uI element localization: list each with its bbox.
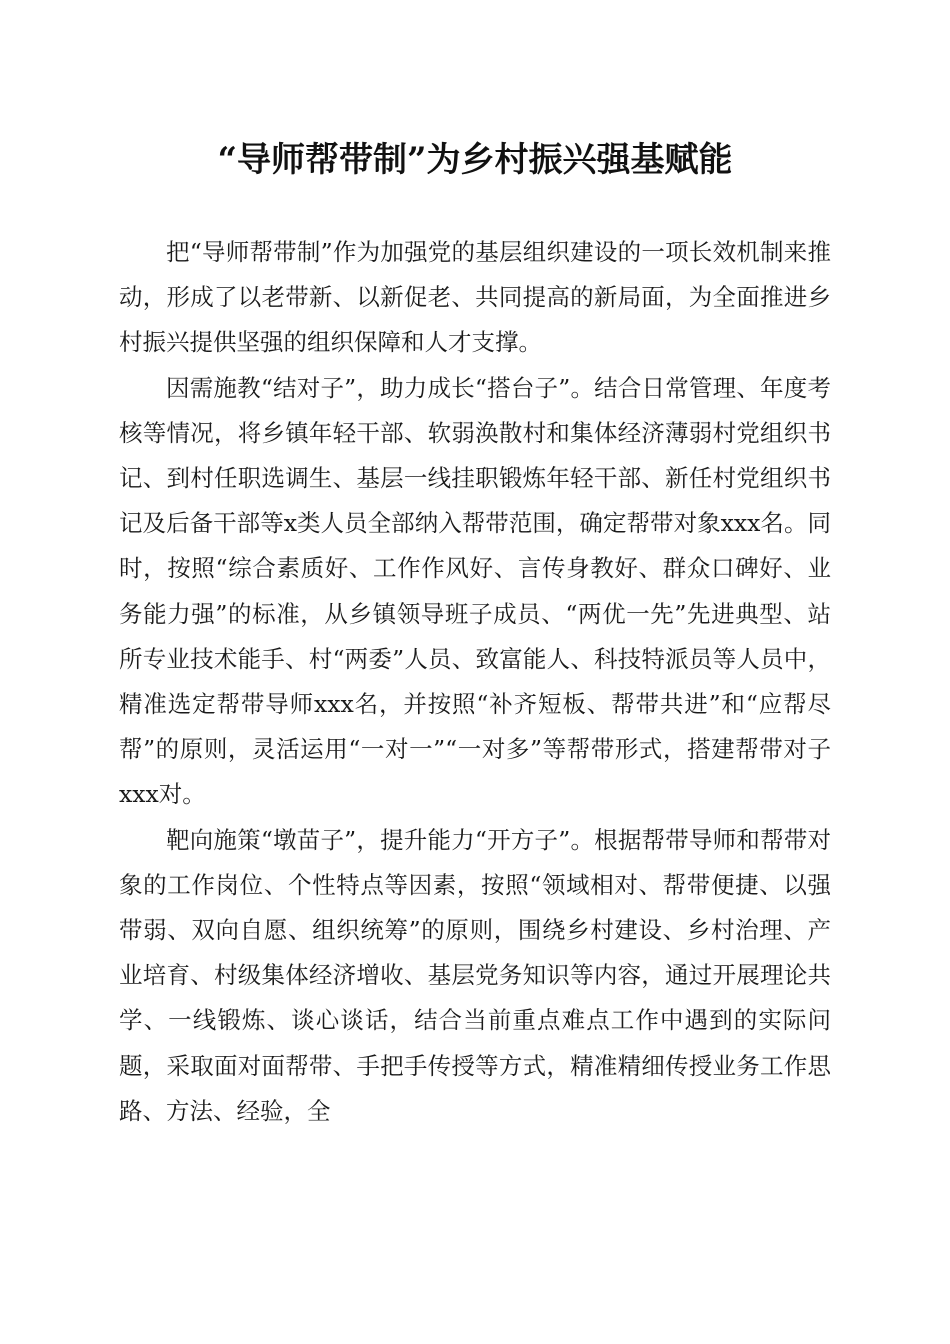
paragraph-pairing: 因需施教“结对子”，助力成长“搭台子”。结合日常管理、年度考核等情况，将乡镇年轻干部、软弱涣散村和集体经济薄弱村党组织书记、到村任职选调生、基层一线挂职锻炼年轻干部、新任村党组织书记及后备干部等x类人员全部纳入帮带范围，确定帮带对象xxx名。同时，按照“综合素质好、工作作风好、言传身教好、群众口碑好、业务能力强”的标准，从乡镇领导班子成员、“两优一先”先进典型、站所专业技术能手、村“两委”人员、致富能人、科技特派员等人员中，精准选定帮带导师xxx名，并按照“补齐短板、帮带共进”和“应帮尽帮”的原则，灵活运用“一对一”“一对多”等帮带形式，搭建帮带对子xxx对。 [119,373,831,809]
document-title: “导师帮带制”为乡村振兴强基赋能 [217,140,733,180]
paragraph-targeted-measures: 靶向施策“墩苗子”，提升能力“开方子”。根据帮带导师和帮带对象的工作岗位、个性特点等因素，按照“领域相对、帮带便捷、以强带弱、双向自愿、组织统筹”的原则，围绕乡村建设、乡村治理、产业培育、村级集体经济增收、基层党务知识等内容，通过开展理论共学、一线锻炼、谈心谈话，结合当前重点难点工作中遇到的实际问题，采取面对面帮带、手把手传授等方式，精准精细传授业务工作思路、方法、经验，全 [119,825,831,1125]
document-body [119,230,831,1134]
paragraph-intro: 把“导师帮带制”作为加强党的基层组织建设的一项长效机制来推动，形成了以老带新、以新促老、共同提高的新局面，为全面推进乡村振兴提供坚强的组织保障和人才支撑。 [119,238,831,357]
